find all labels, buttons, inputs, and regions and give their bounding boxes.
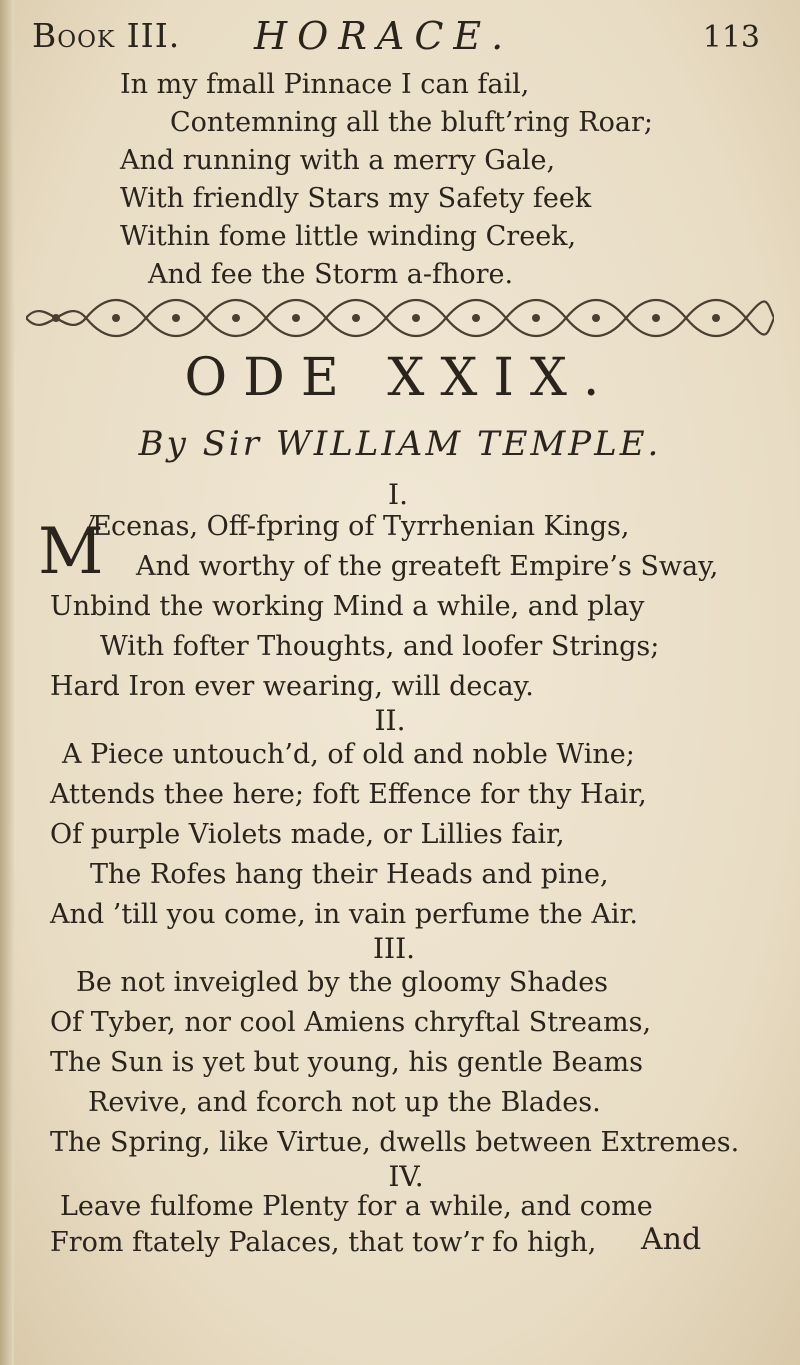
verse-line: Revive, and fcorch not up the Blades. [88, 1087, 601, 1118]
stanza-numeral: III. [372, 932, 416, 965]
verse-line: And ’till you come, in vain perfume the Air. [50, 899, 639, 930]
verse-line: Be not inveigled by the gloomy Shades [76, 967, 609, 998]
verse-line: Leave fulfome Plenty for a while, and come [60, 1191, 653, 1222]
verse-line: Attends thee here; foft Effence for thy Hair, [50, 779, 647, 810]
stanza-numeral: II. [374, 704, 406, 737]
verse-line: And worthy of the greateft Empire’s Sway, [136, 551, 719, 582]
verse-line: Unbind the working Mind a while, and play [50, 591, 645, 622]
verse-line: Hard Iron ever wearing, will decay. [50, 671, 534, 702]
verse-line: The Rofes hang their Heads and pine, [90, 859, 609, 890]
page-number: 113 [702, 20, 760, 55]
stanza-numeral: I. [388, 478, 408, 511]
ode-title: ODE XXIX. [184, 348, 616, 408]
verse-line: And fee the Storm a-fhore. [148, 259, 514, 290]
verse-line: From ftately Palaces, that tow’r fo high, [50, 1227, 597, 1258]
verse-line: Of purple Violets made, or Lillies fair, [50, 819, 565, 850]
book-label: Book III. [32, 16, 181, 55]
verse-line: And running with a merry Gale, [120, 145, 556, 176]
page-gutter [0, 0, 14, 1365]
catchword: And [641, 1222, 702, 1257]
verse-line: The Sun is yet but young, his gentle Beams [50, 1047, 643, 1078]
verse-line: With fofter Thoughts, and loofer Strings; [100, 631, 660, 662]
running-head [32, 14, 768, 56]
ode-byline: By Sir WILLIAM TEMPLE. [138, 424, 662, 464]
verse-line: In my fmall Pinnace I can fail, [120, 69, 530, 100]
verse-line: With friendly Stars my Safety feek [120, 183, 592, 214]
verse-line: Æcenas, Off-fpring of Tyrrhenian Kings, [84, 511, 630, 542]
verse-line: Of Tyber, nor cool Amiens chryftal Streams, [50, 1007, 652, 1038]
verse-line: A Piece untouch’d, of old and noble Wine; [62, 739, 635, 770]
author-heading: HORACE. [254, 14, 514, 58]
verse-line: Contemning all the bluft’ring Roar; [170, 107, 653, 138]
verse-line: Within fome little winding Creek, [120, 221, 577, 252]
drop-cap: M [38, 515, 104, 589]
stanza-numeral: IV. [388, 1160, 424, 1193]
verse-line: The Spring, like Virtue, dwells between Extremes. [50, 1127, 740, 1158]
ornament-band-icon [26, 288, 774, 348]
